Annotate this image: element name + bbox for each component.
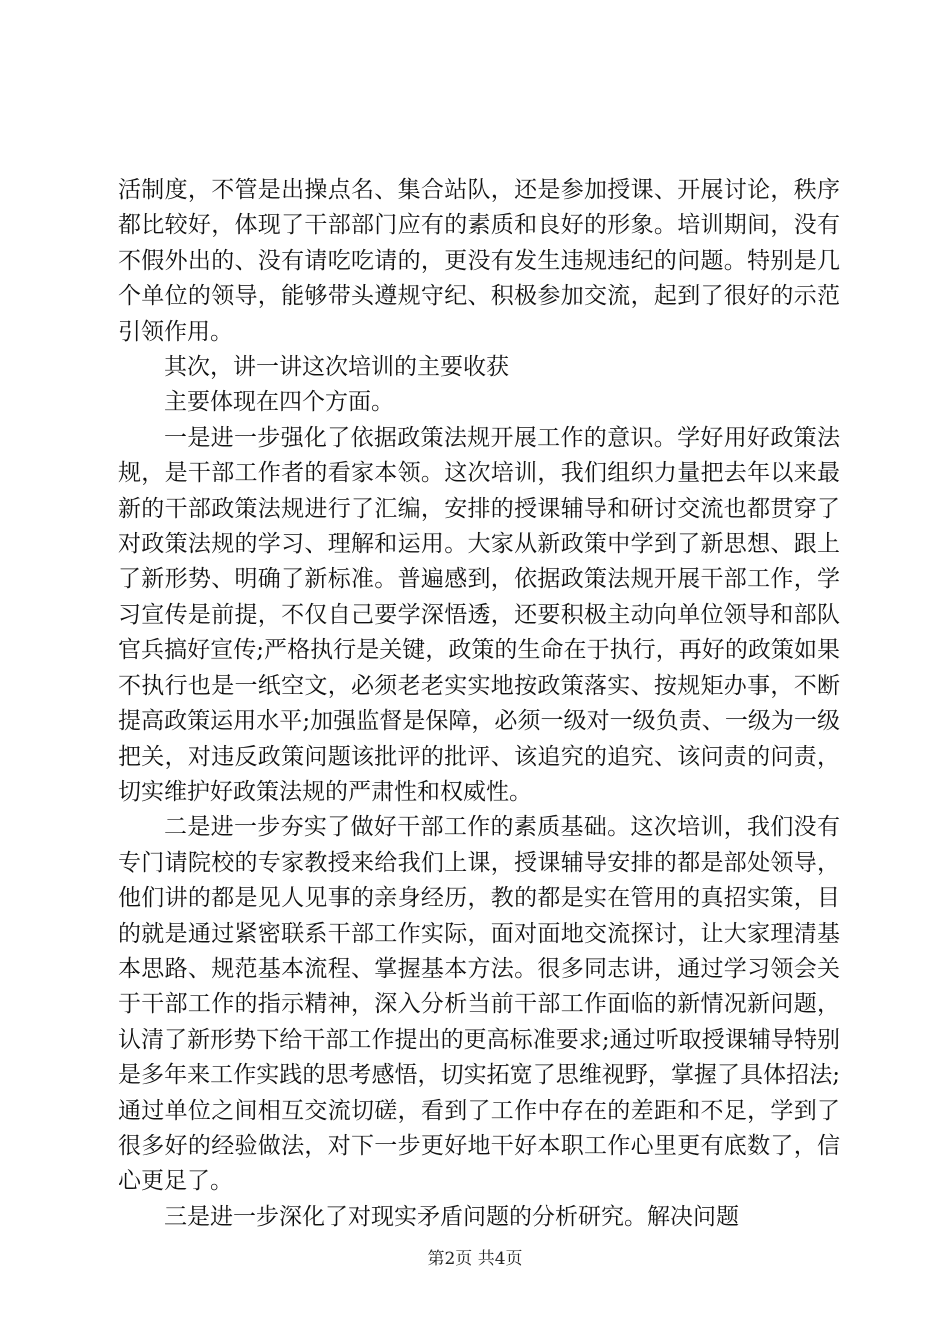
paragraph-point-two: 二是进一步夯实了做好干部工作的素质基础。这次培训，我们没有专门请院校的专家教授来给我们上课，授课辅导安排的都是部处领导，他们讲的都是见人见事的亲身经历，教的都是实在管用的真招实策，目的就是通过紧密联系干部工作实际，面对面地交流探讨，让大家理清基本思路、规范基本流程、掌握基本方法。很多同志讲，通过学习领会关于干部工作的指示精神，深入分析当前干部工作面临的新情况新问题，认清了新形势下给干部工作提出的更高标准要求;通过听取授课辅导特别是多年来工作实践的思考感悟，切实拓宽了思维视野，掌握了具体招法;通过单位之间相互交流切磋，看到了工作中存在的差距和不足，学到了很多好的经验做法，对下一步更好地干好本职工作心里更有底数了，信心更足了。	[118, 814, 840, 1195]
paragraph-continuation: 活制度，不管是出操点名、集合站队，还是参加授课、开展讨论，秩序都比较好，体现了干部部门应有的素质和良好的形象。培训期间，没有不假外出的、没有请吃吃请的，更没有发生违规违纪的问题。特别是几个单位的领导，能够带头遵规守纪、积极参加交流，起到了很好的示范引领作用。	[118, 177, 840, 345]
paragraph-heading-gains: 其次，讲一讲这次培训的主要收获	[164, 354, 509, 381]
paragraph-four-aspects: 主要体现在四个方面。	[164, 389, 394, 416]
paragraph-point-one: 一是进一步强化了依据政策法规开展工作的意识。学好用好政策法规，是干部工作者的看家本领。这次培训，我们组织力量把去年以来最新的干部政策法规进行了汇编，安排的授课辅导和研讨交流也都贯穿了对政策法规的学习、理解和运用。大家从新政策中学到了新思想、跟上了新形势、明确了新标准。普遍感到，依据政策法规开展干部工作，学习宣传是前提，不仅自己要学深悟透，还要积极主动向单位领导和部队官兵搞好宣传;严格执行是关键，政策的生命在于执行，再好的政策如果不执行也是一纸空文，必须老老实实地按政策落实、按规矩办事，不断提高政策运用水平;加强监督是保障，必须一级对一级负责、一级为一级把关，对违反政策问题该批评的批评、该追究的追究、该问责的问责，切实维护好政策法规的严肃性和权威性。	[118, 424, 840, 805]
document-body	[118, 173, 840, 1235]
paragraph-point-three: 三是进一步深化了对现实矛盾问题的分析研究。解决问题	[164, 1203, 739, 1230]
page-number-footer: 第2页 共4页	[427, 1249, 523, 1269]
